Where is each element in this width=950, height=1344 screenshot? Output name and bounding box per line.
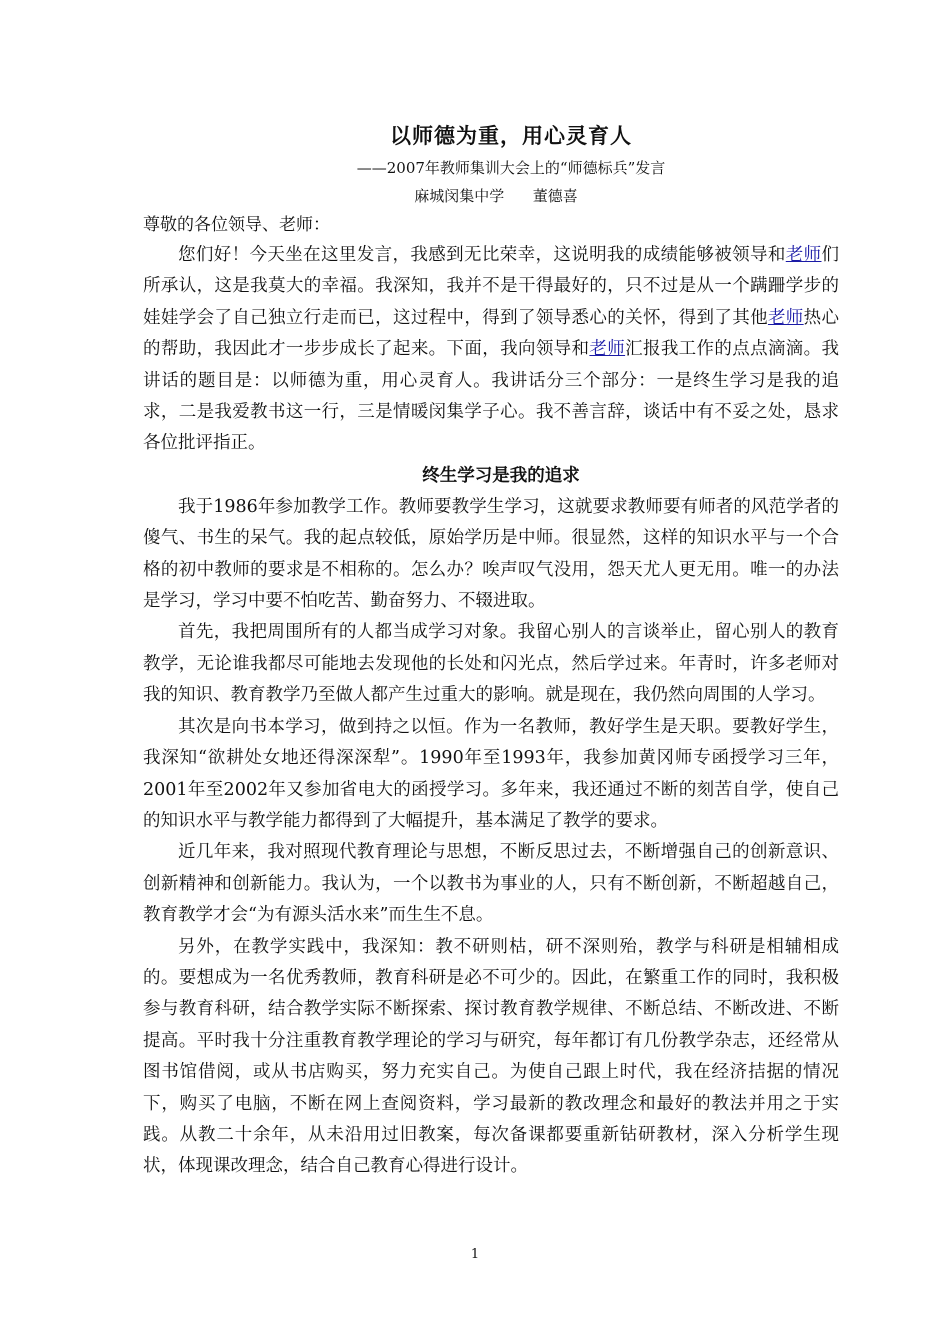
body-paragraph-5: 另外，在教学实践中，我深知：教不研则枯，研不深则殆，教学与科研是相辅相成的。要想成为一名优秀教师，教育科研是必不可少的。因此，在繁重工作的同时，我积极参与教育科研，结合教学实际不断探索、探讨教育教学规律、不断总结、不断改进、不断提高。平时我十分注重教育教学理论的学习与研究，每年都订有几份教学杂志，还经常从图书馆借阅，或从书店购买，努力充实自己。为使自己跟上时代，我在经济拮据的情况下，购买了电脑，不断在网上查阅资料，学习最新的教改理念和最好的教法并用之于实践。从教二十余年，从未沿用过旧教案，每次备课都要重新钻研教材，深入分析学生现状，体现课改理念，结合自己教育心得进行设计。 [143, 936, 839, 1177]
intro-text-2: 们所承认，这是我莫大的幸福。我深知，我并不是干得最好的，只不过是从一个蹒跚学步的娃娃学会了自己独立行走而已，这过程中，得到了领导悉心的关怀，得到了其他 [143, 245, 839, 328]
intro-text-3: 热心的帮助，我因此才一步步成长了起来。下面，我向领导和 [143, 307, 840, 360]
section-heading: 终生学习是我的追求 [422, 465, 580, 486]
body-paragraph-2: 首先，我把周围所有的人都当成学习对象。我留心别人的言谈举止，留心别人的教育教学，无论谁我都尽可能地去发现他的长处和闪光点，然后学过来。年青时，许多老师对我的知识、教育教学乃至做人都产生过重大的影响。就是现在，我仍然向周围的人学习。 [143, 622, 839, 706]
document-body [143, 118, 839, 1183]
page-number: 1 [470, 1247, 480, 1262]
document-subtitle: ——2007年教师集训大会上的“师德标兵”发言 [356, 159, 666, 177]
teacher-link-1[interactable]: 老师 [785, 245, 822, 265]
author-byline: 麻城闵集中学 董德喜 [414, 187, 578, 205]
body-paragraph-4: 近几年来，我对照现代教育理论与思想，不断反思过去，不断增强自己的创新意识、创新精神和创新能力。我认为，一个以教书为事业的人，只有不断创新，不断超越自己，教育教学才会“为有源头活水来”而生生不息。 [143, 842, 839, 926]
document-title: 以师德为重，用心灵育人 [390, 123, 632, 148]
teacher-link-2[interactable]: 老师 [767, 307, 804, 328]
body-paragraph-1: 我于1986年参加教学工作。教师要教学生学习，这就要求教师要有师者的风范学者的傻气、书生的呆气。我的起点较低，原始学历是中师。很显然，这样的知识水平与一个合格的初中教师的要求是不相称的。怎么办？唉声叹气没用，怨天尤人更无用。唯一的办法是学习，学习中要不怕吃苦、勤奋努力、不辍进取。 [143, 496, 839, 612]
greeting: 尊敬的各位领导、老师： [143, 215, 330, 235]
intro-paragraph [143, 240, 839, 460]
body-paragraph-3: 其次是向书本学习，做到持之以恒。作为一名教师，教好学生是天职。要教好学生，我深知“欲耕处女地还得深深犁”。1990年至1993年，我参加黄冈师专函授学习三年，2001年至2002年又参加省电大的函授学习。多年来，我还通过不断的刻苦自学，使自己的知识水平与教学能力都得到了大幅提升，基本满足了教学的要求。 [143, 716, 839, 831]
intro-text-1: 您们好！今天坐在这里发言，我感到无比荣幸，这说明我的成绩能够被领导和 [178, 245, 786, 265]
teacher-link-3[interactable]: 老师 [589, 339, 626, 360]
intro-text-4: 汇报我工作的点点滴滴。我讲话的题目是：以师德为重，用心灵育人。我讲话分三个部分：一是终生学习是我的追求，二是我爱教书这一行，三是情暖闵集学子心。我不善言辞，谈话中有不妥之处，恳求各位批评指正。 [143, 339, 840, 454]
